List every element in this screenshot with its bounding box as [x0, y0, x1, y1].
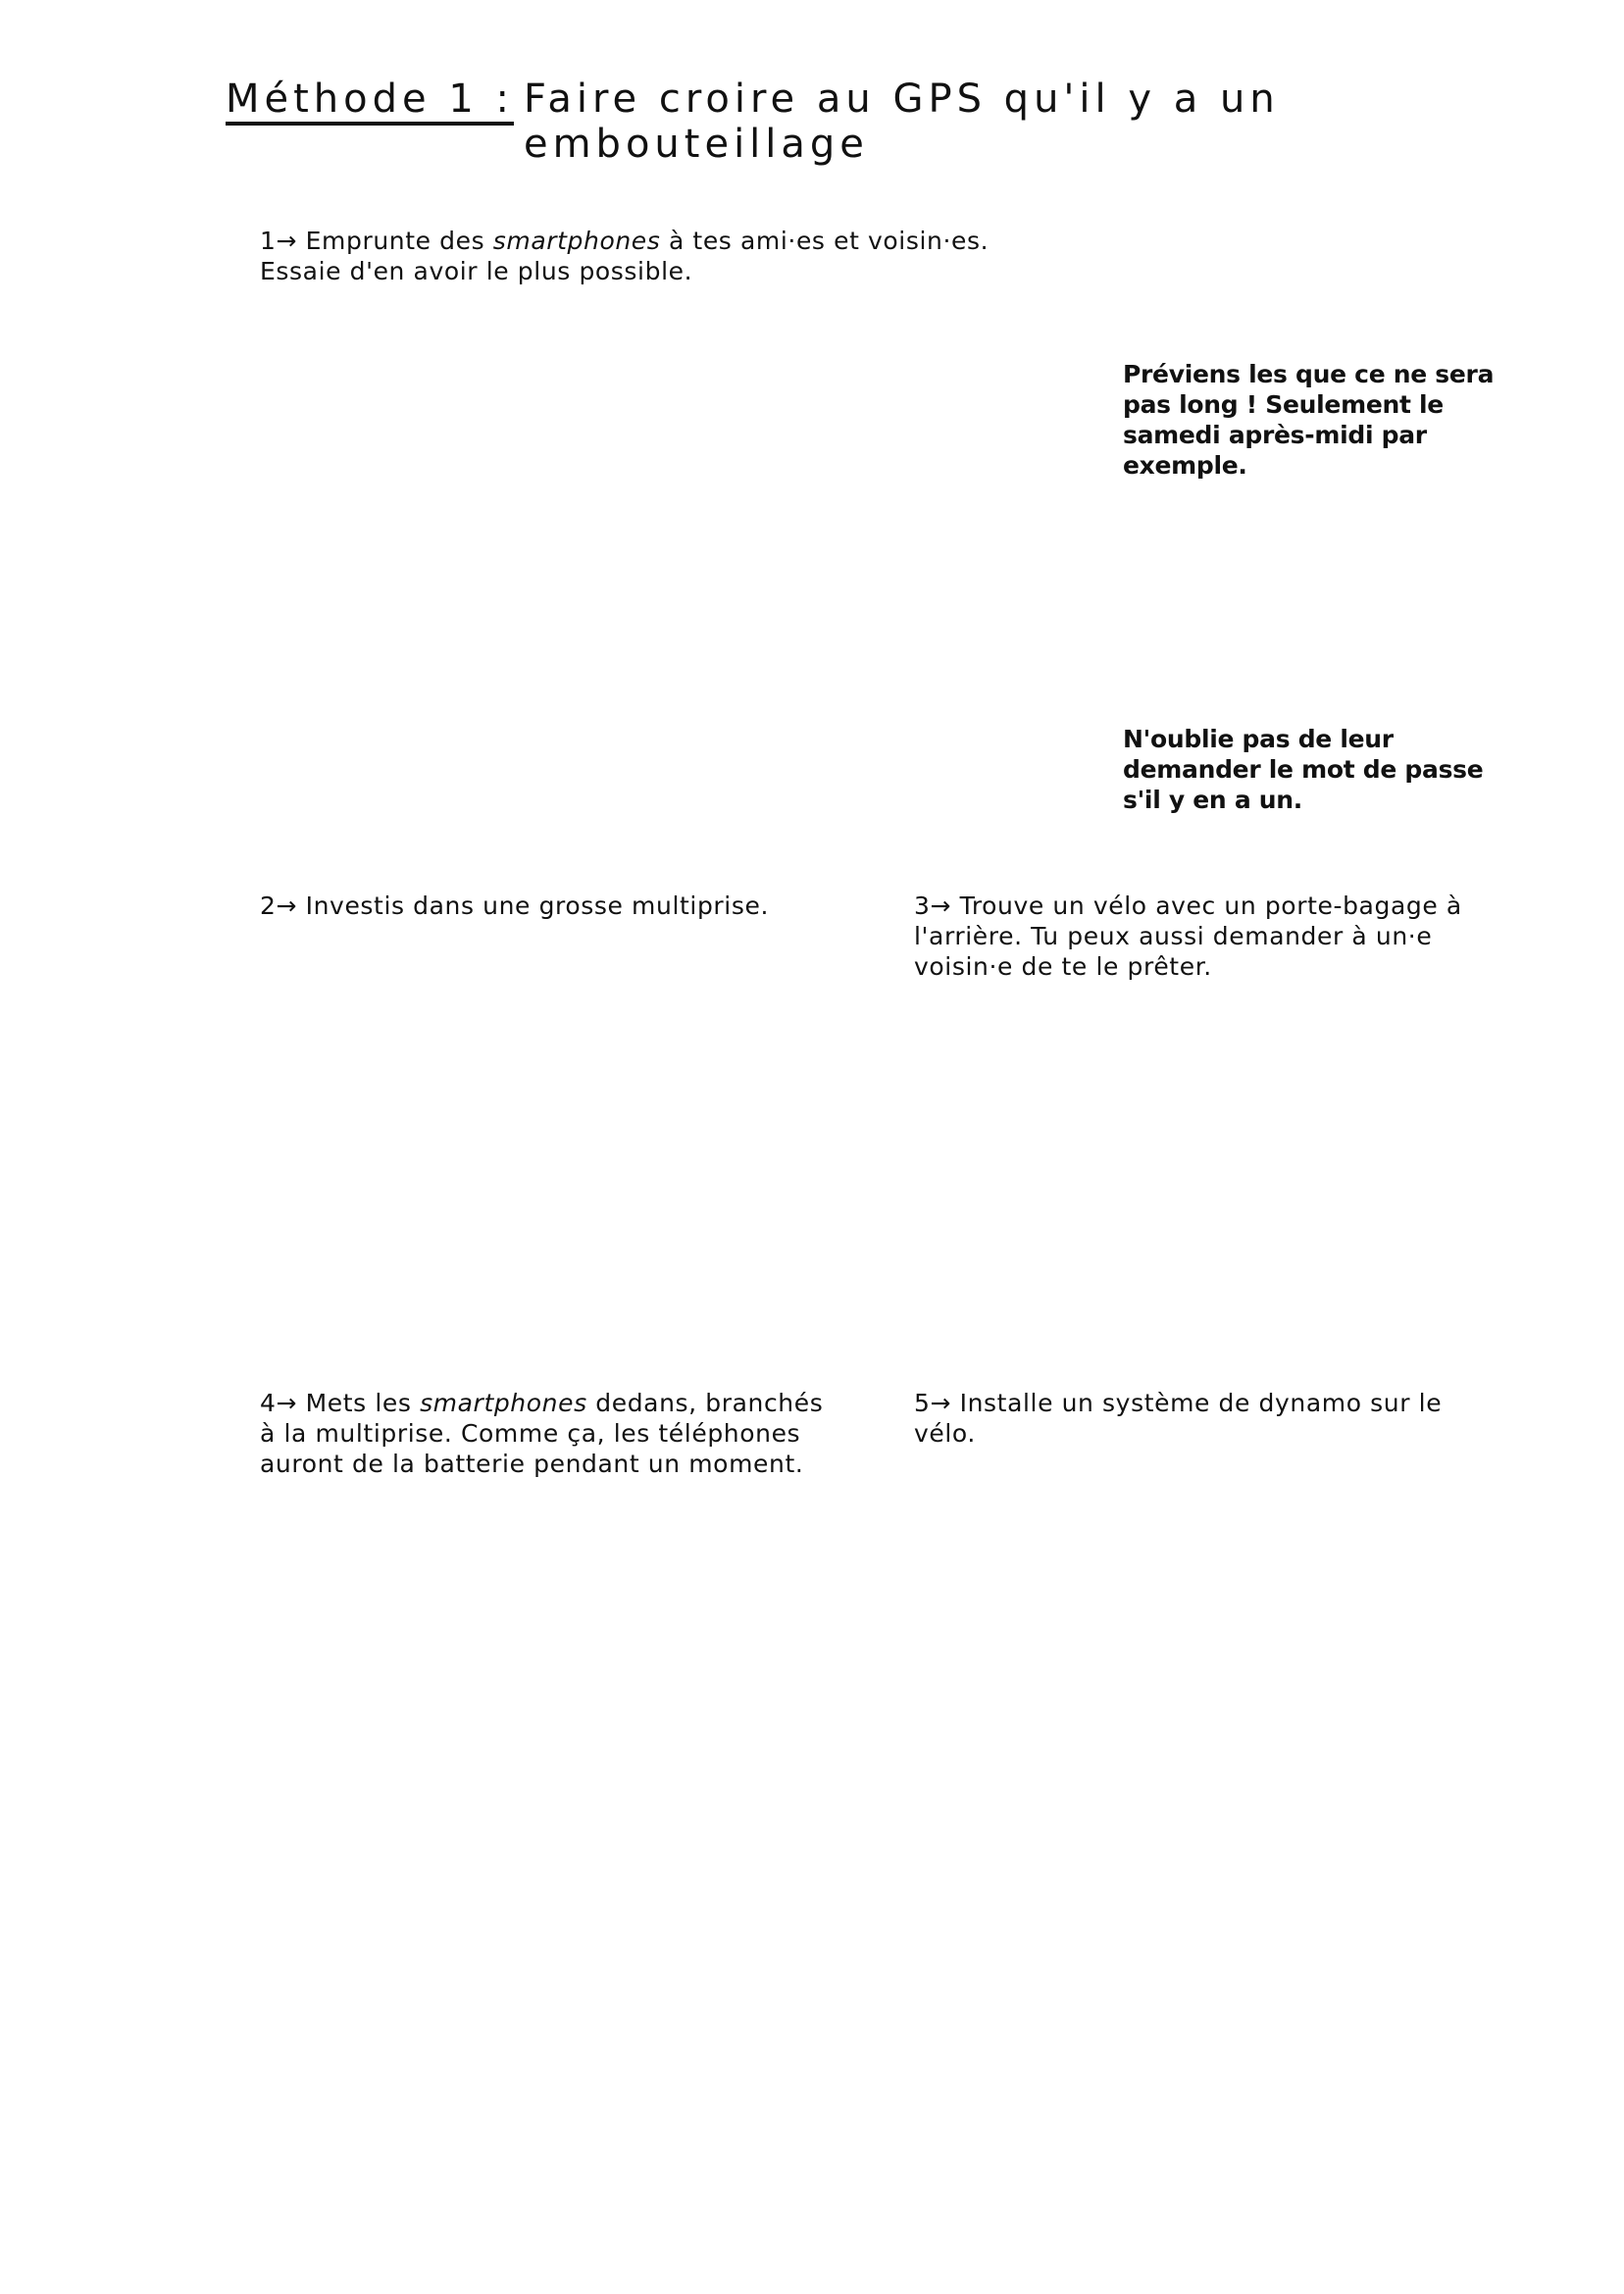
arrow-right-icon: →: [276, 892, 298, 920]
step-3-text: Trouve un vélo avec un porte-bagage à l'arrière. Tu peux aussi demander à un·e voisin·e de te le prêter.: [914, 892, 1462, 981]
step-4-text-before: Mets les: [297, 1389, 421, 1417]
step-5-number: 5: [914, 1389, 931, 1417]
step-4-emphasis: smartphones: [420, 1389, 587, 1417]
step-5-text: Installe un système de dynamo sur le vélo.: [914, 1389, 1443, 1448]
step-1-text-after: à tes ami·es et voisin·es. Essaie d'en avoir le plus possible.: [260, 227, 990, 285]
step-5: [914, 1388, 1463, 1449]
title-label: Méthode 1 :: [226, 76, 514, 126]
step-3-number: 3: [914, 892, 931, 920]
step-1-text-before: Emprunte des: [297, 227, 493, 255]
step-2-number: 2: [260, 892, 277, 920]
step-1-number: 1: [260, 227, 277, 255]
arrow-right-icon: →: [276, 1389, 298, 1417]
step-4-text-after: dedans, branchés à la multiprise. Comme ça, les téléphones auront de la batterie pendant un moment.: [260, 1389, 824, 1478]
step-2-text: Investis dans une grosse multiprise.: [297, 892, 769, 920]
step-3: [914, 891, 1493, 982]
step-4: [260, 1388, 838, 1479]
page-title: [226, 76, 1353, 167]
arrow-right-icon: →: [276, 227, 298, 255]
note-warn-friends: Préviens les que ce ne sera pas long ! Seulement le samedi après-midi par exemple.: [1123, 360, 1495, 480]
arrow-right-icon: →: [930, 1389, 952, 1417]
arrow-right-icon: →: [930, 892, 952, 920]
note-password: N'oublie pas de leur demander le mot de passe s'il y en a un.: [1123, 725, 1484, 814]
step-1: [260, 226, 1005, 286]
step-2: [260, 891, 848, 921]
title-text: Faire croire au GPS qu'il y a un embouteillage: [523, 76, 1280, 167]
step-4-number: 4: [260, 1389, 277, 1417]
step-1-emphasis: smartphones: [492, 227, 661, 255]
